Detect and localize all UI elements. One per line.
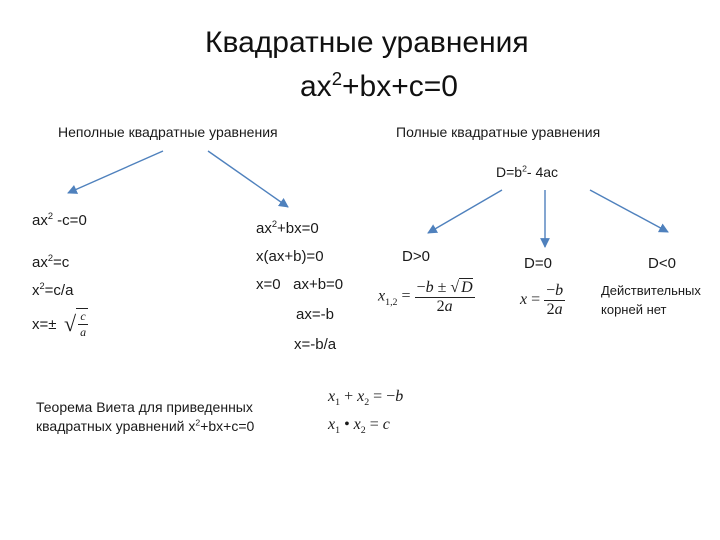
vieta-theorem-text: Теорема Виета для приведенных квадратных уравнений $x^2+bx+c=0$ bbox=[36, 399, 255, 434]
left-eq-3: $x^2=c/a$ bbox=[32, 281, 74, 299]
arrow-to-left-col bbox=[68, 151, 163, 193]
mid-eq-3: x=0 ax+b=0 bbox=[256, 276, 344, 293]
vieta-product-formula: $x_1$ • $x_2 = c$ bbox=[328, 416, 390, 437]
sqrt-c-over-a-formula: √ $\frac{c}{a}$ bbox=[64, 309, 87, 339]
root-formula-d-zero: x = $\frac{-b}{2a}$ bbox=[520, 282, 564, 318]
page-title-formula: $ax^2+bx+c=0$ bbox=[300, 68, 458, 103]
complete-equations-heading: Полные квадратные уравнения bbox=[396, 124, 601, 140]
left-eq-2: $ax^2=c$ bbox=[32, 253, 70, 271]
arrow-to-d-neg bbox=[590, 190, 668, 232]
case-d-negative: D<0 bbox=[648, 255, 676, 272]
page-title: Квадратные уравнения bbox=[205, 26, 529, 59]
no-real-roots-note: Действительных корней нет bbox=[601, 283, 701, 317]
case-d-zero: D=0 bbox=[524, 255, 552, 272]
vieta-sum-formula: $x_1 + x_2 = -b$ bbox=[328, 388, 404, 409]
arrow-to-d-pos bbox=[428, 190, 502, 233]
left-eq-4: x=± bbox=[32, 316, 57, 333]
mid-eq-4: ax=-b bbox=[296, 306, 334, 323]
left-eq-1: $ax^2$ -c=0 bbox=[32, 211, 87, 229]
arrow-to-mid-col bbox=[208, 151, 288, 207]
roots-formula-d-positive: $x_{1,2}$ = $\frac{-b \pm √ D}{2a}$ bbox=[378, 279, 473, 315]
mid-eq-5: x=-b/a bbox=[294, 336, 337, 353]
mid-eq-2: x(ax+b)=0 bbox=[256, 248, 324, 265]
case-d-positive: D>0 bbox=[402, 248, 430, 265]
incomplete-equations-heading: Неполные квадратные уравнения bbox=[58, 124, 278, 140]
discriminant-formula: $D=b^2-$ 4ac bbox=[496, 163, 559, 180]
mid-eq-1: $ax^2+bx=0$ bbox=[256, 219, 319, 237]
